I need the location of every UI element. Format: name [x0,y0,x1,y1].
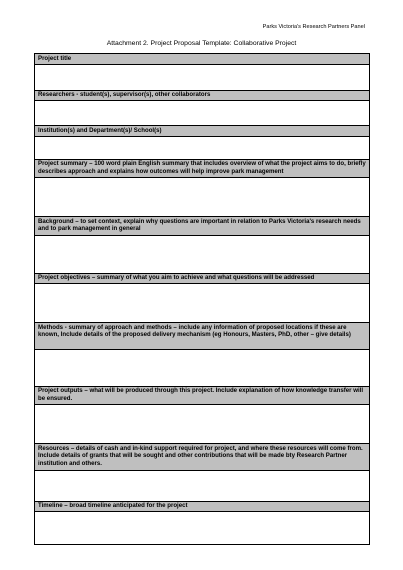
proposal-form-table [34,53,370,545]
section-header-row [35,217,370,236]
section-answer-row [35,178,370,217]
section-label-timeline: Timeline – broad timeline anticipated for the project [35,501,370,512]
answer-field-resources[interactable] [35,470,370,501]
answer-field-institutions[interactable] [35,136,370,159]
section-header-row [35,273,370,284]
document-title: Attachment 2. Project Proposal Template: Collaborative Project [106,40,297,47]
answer-field-project-summary[interactable] [35,178,370,217]
section-header-row [35,54,370,65]
section-header-row [35,90,370,101]
section-answer-row [35,405,370,444]
section-answer-row [35,64,370,90]
section-answer-row [35,284,370,323]
answer-field-timeline[interactable] [35,512,370,545]
section-label-methods: Methods - summary of approach and methods – include any information of proposed locations if these are known, Include details of the proposed delivery mechanism (eg Honours, Masters, PhD, other – give details) [35,323,370,350]
section-label-project-objectives: Project objectives – summary of what you aim to achieve and what questions will be addressed [35,273,370,284]
section-header-row [35,323,370,350]
answer-field-background[interactable] [35,235,370,273]
section-answer-row [35,101,370,126]
section-answer-row [35,235,370,273]
section-label-researchers: Researchers - student(s), supervisor(s), other collaborators [35,90,370,101]
answer-field-researchers[interactable] [35,101,370,126]
section-header-row [35,386,370,405]
section-header-row [35,501,370,512]
section-label-project-summary: Project summary – 100 word plain English summary that includes overview of what the project aims to do, briefly describes approach and explains how outcomes will help improve park management [35,159,370,178]
answer-field-project-outputs[interactable] [35,405,370,444]
section-header-row [35,126,370,137]
section-header-row [35,444,370,471]
section-label-institutions: Institution(s) and Department(s)/ School(s) [35,126,370,137]
section-label-project-outputs: Project outputs – what will be produced through this project. Include explanation of how knowledge transfer will be ensured. [35,386,370,405]
section-answer-row [35,349,370,386]
answer-field-project-objectives[interactable] [35,284,370,323]
section-answer-row [35,470,370,501]
answer-field-methods[interactable] [35,349,370,386]
section-label-background: Background – to set context, explain why questions are important in relation to Parks Victoria's research needs and to park management in general [35,217,370,236]
section-answer-row [35,512,370,545]
section-label-resources: Resources – details of cash and in-kind support required for project, and where these resources will come from. Include details of grants that will be sought and other contributions that will be made bty Research Partner institution and others. [35,444,370,471]
section-answer-row [35,136,370,159]
section-label-project-title: Project title [35,54,370,65]
section-header-row [35,159,370,178]
page-header-org: Parks Victoria's Research Partners Panel [262,24,365,30]
answer-field-project-title[interactable] [35,64,370,90]
